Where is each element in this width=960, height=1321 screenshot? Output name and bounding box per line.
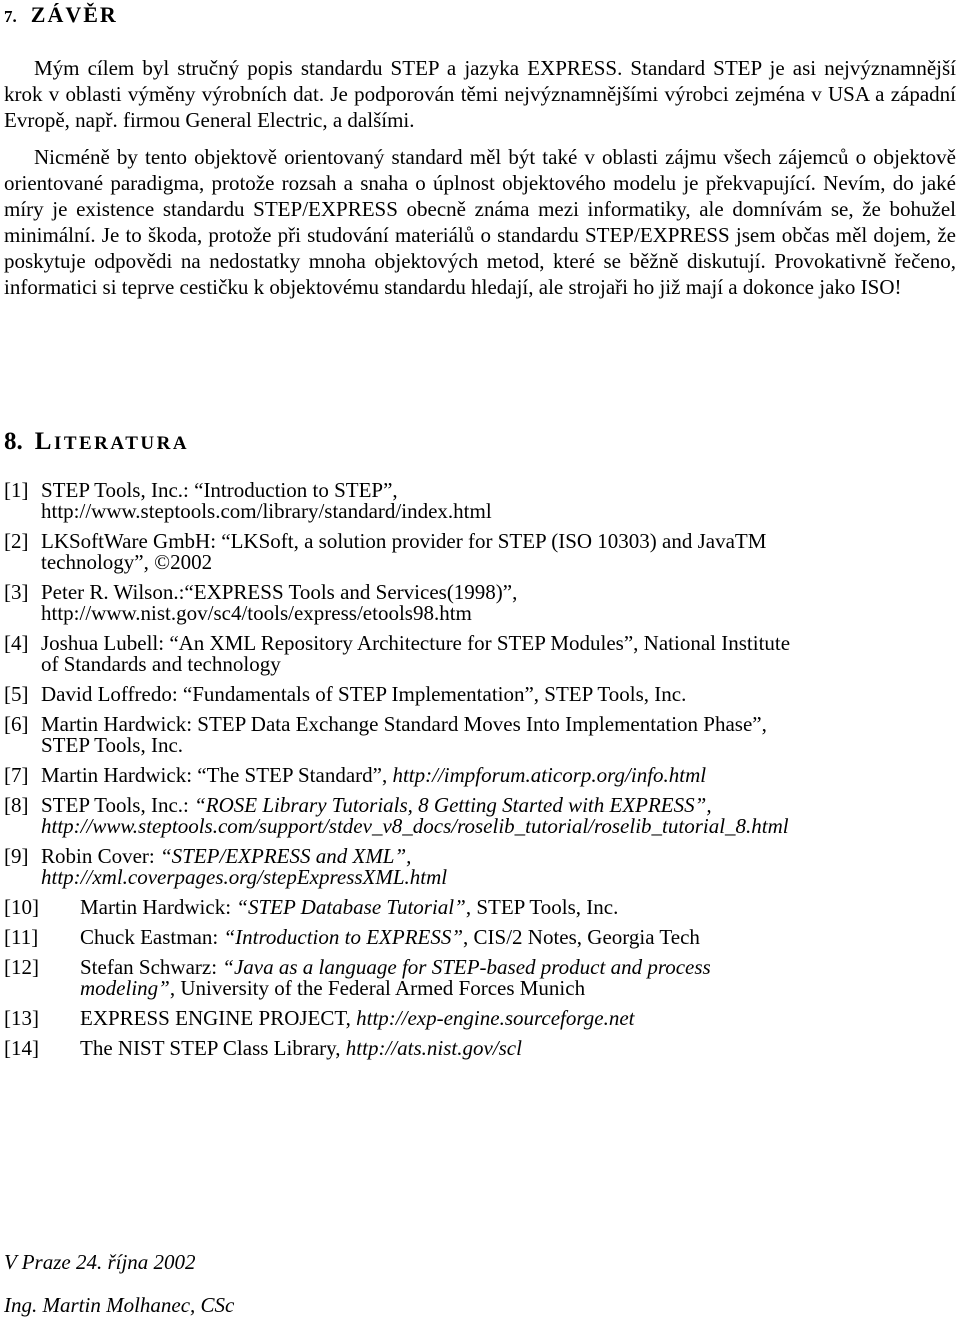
- reference-item: [1] STEP Tools, Inc.: “Introduction to STEP”, http://www.steptools.com/library/standard/index.html: [4, 478, 492, 523]
- reference-link[interactable]: http://www.nist.gov/sc4/tools/express/etools98.htm: [41, 601, 472, 625]
- reference-item: [11] Chuck Eastman: “Introduction to EXPRESS”, CIS/2 Notes, Georgia Tech: [4, 925, 700, 949]
- section-number: 7.: [4, 7, 17, 26]
- reference-link[interactable]: http://www.steptools.com/support/stdev_v8_docs/roselib_tutorial/roselib_tutorial_8.html: [41, 814, 789, 838]
- reference-item: [2] LKSoftWare GmbH: “LKSoft, a solution provider for STEP (ISO 10303) and JavaTM technology”, ©2002: [4, 529, 767, 574]
- author-signature: Ing. Martin Molhanec, CSc: [4, 1293, 235, 1317]
- place-date: V Praze 24. října 2002: [4, 1250, 196, 1274]
- reference-link[interactable]: http://ats.nist.gov/scl: [345, 1036, 522, 1060]
- reference-link[interactable]: http://xml.coverpages.org/stepExpressXML.html: [41, 865, 448, 889]
- section-title: LITERATURA: [34, 428, 190, 455]
- reference-list: [4, 480, 956, 1059]
- reference-link[interactable]: http://exp-engine.sourceforge.net: [356, 1006, 635, 1030]
- reference-link[interactable]: http://www.steptools.com/library/standard/index.html: [41, 499, 492, 523]
- section-heading-conclusion: [4, 2, 118, 28]
- reference-item: [9] Robin Cover: “STEP/EXPRESS and XML”, http://xml.coverpages.org/stepExpressXML.html: [4, 844, 448, 889]
- reference-item: [12] Stefan Schwarz: “Java as a language for STEP-based product and process modeling”, University of the Federal Armed Forces Munich: [4, 955, 711, 1000]
- reference-item: [13] EXPRESS ENGINE PROJECT, http://exp-engine.sourceforge.net: [4, 1006, 635, 1030]
- section-title: ZÁVĚR: [30, 2, 118, 27]
- reference-item: [7] Martin Hardwick: “The STEP Standard”, http://impforum.aticorp.org/info.html: [4, 763, 707, 787]
- reference-item: [14] The NIST STEP Class Library, http://ats.nist.gov/scl: [4, 1036, 522, 1060]
- reference-item: [4] Joshua Lubell: “An XML Repository Architecture for STEP Modules”, National Institute of Standards and technology: [4, 631, 791, 676]
- reference-link[interactable]: http://impforum.aticorp.org/info.html: [392, 763, 707, 787]
- reference-item: [3] Peter R. Wilson.:“EXPRESS Tools and Services(1998)”, http://www.nist.gov/sc4/tools/express/etools98.htm: [4, 580, 518, 625]
- section-heading-literature: [4, 428, 189, 456]
- reference-item: [5] David Loffredo: “Fundamentals of STEP Implementation”, STEP Tools, Inc.: [4, 682, 687, 706]
- reference-item: [10] Martin Hardwick: “STEP Database Tutorial”, STEP Tools, Inc.: [4, 895, 619, 919]
- paragraph: Nicméně by tento objektově orientovaný standard měl být také v oblasti zájmu všech zájemců o objektově orientované paradigma, protože rozsah a snaha o úplnost objektového modelu je překvapující. Nevím, do jaké míry je existence standardu STEP/EXPRESS obecně známa mezi informatiky, ale domnívám se, že bohužel minimální. Je to škoda, protože při studování materiálů o standardu STEP/EXPRESS jsem občas měl dojem, že poskytuje odpovědi na nedostatky mnoha objektových metod, které se běžně diskutují. Provokativně řečeno, informatici si teprve cestičku k objektovému standardu hledají, ale strojaři ho již mají a dokonce jako ISO!: [4, 145, 956, 299]
- reference-item: [6] Martin Hardwick: STEP Data Exchange Standard Moves Into Implementation Phase”, STEP Tools, Inc.: [4, 712, 767, 757]
- section-number: 8.: [4, 428, 23, 455]
- paragraph: Mým cílem byl stručný popis standardu STEP a jazyka EXPRESS. Standard STEP je asi nejvýznamnější krok v oblasti výměny výrobních dat. Je podporován těmi nejvýznamnějšími výrobci zejména v USA a západní Evropě, např. firmou General Electric, a dalšími.: [4, 56, 956, 132]
- reference-item: [8] STEP Tools, Inc.: “ROSE Library Tutorials, 8 Getting Started with EXPRESS”, http://www.steptools.com/support/stdev_v8_docs/roselib_tutorial/roselib_tutorial_8.html: [4, 793, 789, 838]
